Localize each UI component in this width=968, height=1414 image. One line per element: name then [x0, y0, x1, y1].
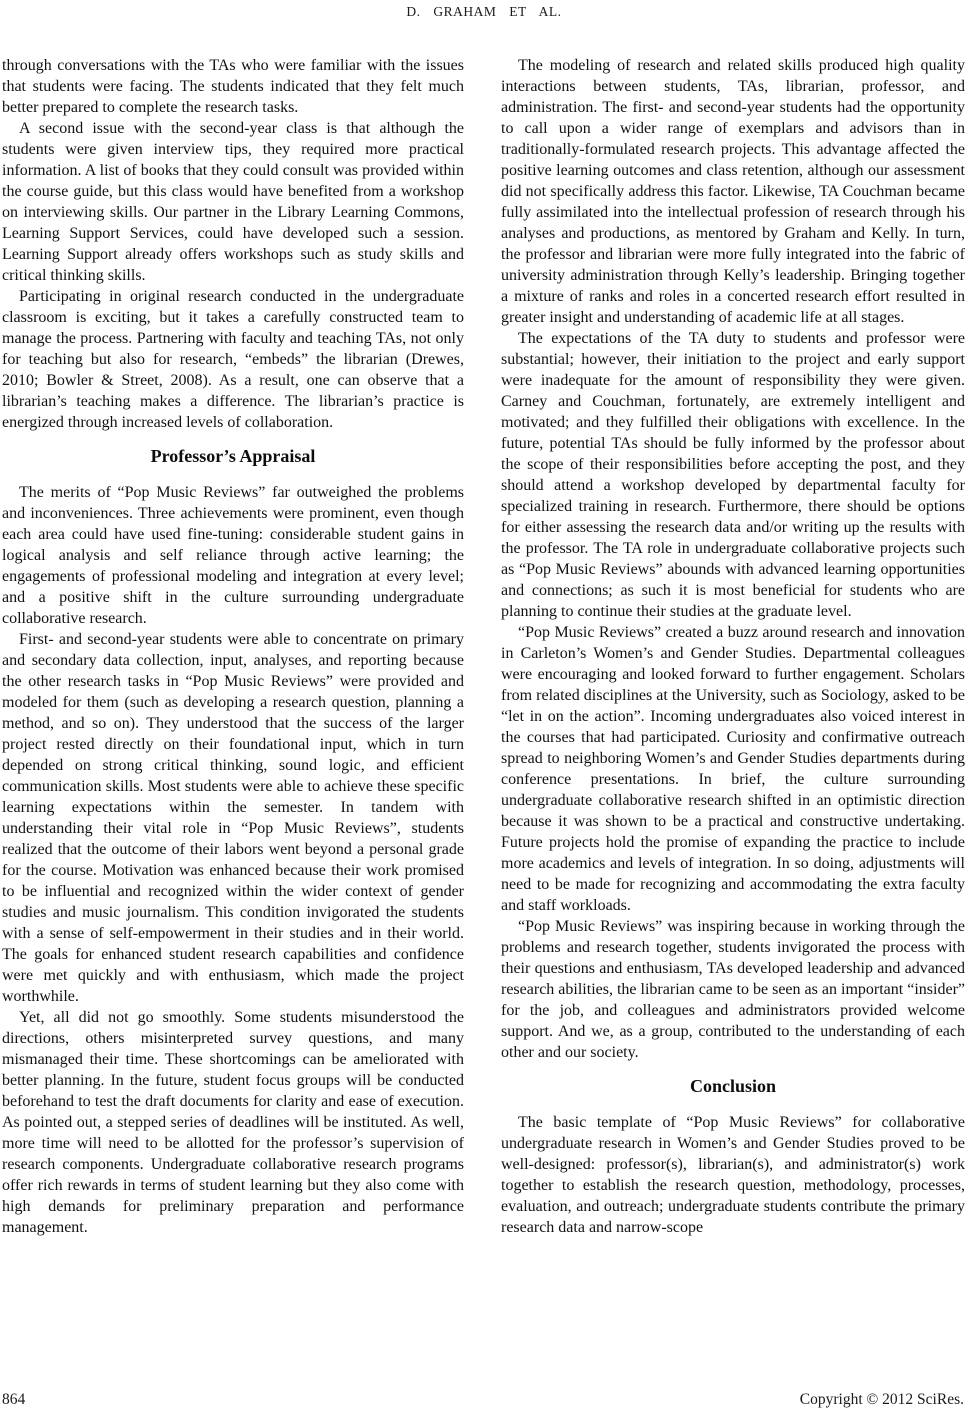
paragraph: The basic template of “Pop Music Reviews” for collaborative undergraduate research in Women’s and Gender Studies proved to be well-designed: professor(s), librarian(s), and administrator(s) work together to establish the research question, methodology, processes, evaluation, and outreach; undergraduate students contribute the primary research data and narrow-scope	[501, 1114, 965, 1236]
page-footer	[2, 1391, 964, 1409]
two-column-body	[0, 55, 968, 1238]
paragraph: A second issue with the second-year class is that although the students were given interview tips, they required more practical information. A list of books that they could consult was provided within the course guide, but this class would have benefited from a workshop on interviewing skills. Our partner in the Library Learning Commons, Learning Support Services, could have developed such a session. Learning Support already offers workshops such as study skills and critical thinking skills.	[2, 120, 464, 284]
right-column	[501, 55, 965, 1238]
page-number: 864	[2, 1391, 26, 1408]
paragraph: The modeling of research and related skills produced high quality interactions between students, TAs, librarian, professor, and administration. The first- and second-year students had the opportunity to call upon a wider range of exemplars and advisors than in traditionally-formulated research projects. This advantage affected the positive learning outcomes and class retention, although our assessment did not specifically address this factor. Likewise, TA Couchman became fully assimilated into the intellectual profession of research through his analyses and productions, as mentored by Graham and Kelly. In turn, the professor and librarian were more fully integrated into the fabric of university administration through Kelly’s leadership. Bringing together a mixture of ranks and roles in a concerted research effort resulted in greater insight and understanding of academic life at all stages.	[501, 57, 965, 326]
left-column	[2, 55, 464, 1238]
section-heading-conclusion: Conclusion	[689, 1076, 777, 1096]
paragraph: Participating in original research conducted in the undergraduate classroom is exciting, but it takes a carefully constructed team to manage the process. Partnering with faculty and teaching TAs, not only for teaching but also for research, “embeds” the librarian (Drewes, 2010; Bowler & Street, 2008). As a result, one can observe that a librarian’s teaching makes a difference. The librarian’s practice is energized through increased levels of collaboration.	[2, 288, 464, 431]
paragraph: through conversations with the TAs who were familiar with the issues that students were facing. The students indicated that they felt much better prepared to complete the research tasks.	[2, 57, 464, 116]
section-heading-professors-appraisal: Professor’s Appraisal	[150, 446, 316, 466]
copyright-notice: Copyright © 2012 SciRes.	[799, 1391, 964, 1408]
paragraph: First- and second-year students were able to concentrate on primary and secondary data collection, input, analyses, and reporting because the other research tasks in “Pop Music Reviews” were provided and modeled for them (such as developing a research question, planning a method, and so on). They understood that the success of the larger project rested directly on their foundational input, which in turn depended on strong critical thinking, sound logic, and efficient communication skills. Most students were able to achieve these specific learning expectations within the semester. In tandem with understanding their vital role in “Pop Music Reviews”, students realized that the outcome of their labors went beyond a personal grade for the course. Motivation was enhanced because their work promised to be influential and recognized within the wider context of gender studies and music journalism. This condition invigorated the students with a sense of self-empowerment in their studies and in their world. The goals for enhanced student research capabilities and confidence were met quickly and with enthusiasm, which made the project worthwhile.	[2, 631, 464, 1005]
paragraph: The expectations of the TA duty to students and professor were substantial; however, their initiation to the project and early support were inadequate for the amount of responsibility they were given. Carney and Couchman, fortunately, are extremely intelligent and motivated; and they fulfilled their obligations with excellence. In the future, potential TAs should be fully informed by the professor about the scope of their responsibilities before accepting the post, and they should attend a workshop developed by departmental faculty for specialized training in research. Furthermore, there should be options for either assessing the research data and/or writing up the results with the professor. The TA role in undergraduate collaborative projects such as “Pop Music Reviews” abounds with advanced learning opportunities and connections; as such it is most beneficial for students who are planning to continue their studies at the graduate level.	[501, 330, 965, 620]
running-head: D. GRAHAM ET AL.	[406, 4, 562, 19]
paragraph: The merits of “Pop Music Reviews” far outweighed the problems and inconveniences. Three achievements were prominent, even though each area could have used fine-tuning: considerable student gains in logical analysis and self reliance through active learning; the engagements of professional modeling and integration at every level; and a positive shift in the culture surrounding undergraduate collaborative research.	[2, 484, 464, 627]
paragraph: “Pop Music Reviews” created a buzz around research and innovation in Carleton’s Women’s and Gender Studies. Departmental colleagues were encouraging and looked forward to further engagement. Scholars from related disciplines at the University, such as Sociology, asked to be “let in on the action”. Incoming undergraduates also voiced interest in the courses that had participated. Curiosity and confirmative outreach spread to neighboring Women’s and Gender Studies departments during conference presentations. In brief, the culture surrounding undergraduate collaborative research shifted in an optimistic direction because it was shown to be a practical and constructive undertaking. Future projects hold the promise of expanding the practice to include more academics and levels of integration. In so doing, adjustments will need to be made for recognizing and accommodating the extra faculty and staff workloads.	[501, 624, 965, 914]
paragraph: Yet, all did not go smoothly. Some students misunderstood the directions, others misinterpreted survey questions, and many mismanaged their time. These shortcomings can be ameliorated with better planning. In the future, student focus groups will be conducted beforehand to test the draft documents for clarity and ease of execution. As pointed out, a stepped series of deadlines will be instituted. As well, more time will need to be allotted for the professor’s supervision of research components. Undergraduate collaborative research programs offer rich rewards in terms of student learning but they also come with high demands for preliminary preparation and performance management.	[2, 1009, 464, 1236]
paragraph: “Pop Music Reviews” was inspiring because in working through the problems and research together, students invigorated the process with their questions and enthusiasm, TAs developed leadership and advanced research abilities, the librarian came to be seen as an important “insider” for the job, and colleagues and administrators provided welcome support. And we, as a group, contributed to the understanding of each other and our society.	[501, 918, 965, 1061]
